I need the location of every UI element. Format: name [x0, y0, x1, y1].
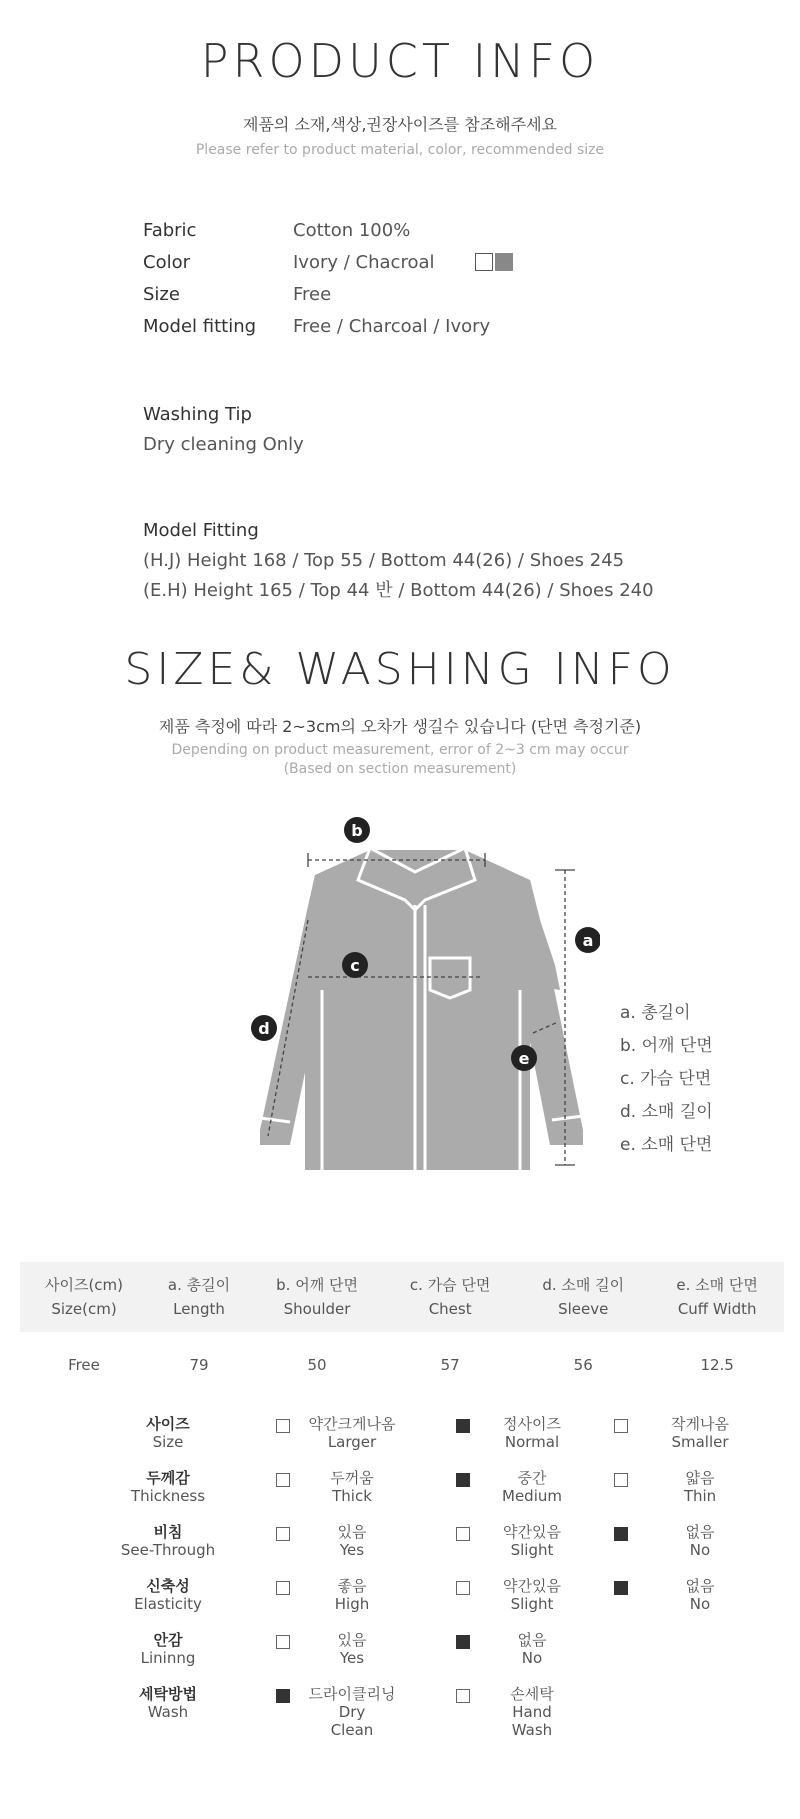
- fit-option-ko: 중간: [517, 1469, 547, 1487]
- shirt-diagram: [240, 810, 600, 1170]
- fit-label-ko: 비침: [153, 1523, 183, 1541]
- fit-label-ko: 사이즈: [146, 1415, 190, 1433]
- fit-option: [467, 1523, 597, 1559]
- marker-d: [251, 1015, 277, 1041]
- marker-a: [575, 927, 600, 953]
- fit-option-en: Hand Wash: [511, 1703, 553, 1739]
- fit-option-en: Thick: [332, 1487, 372, 1505]
- fit-option: [287, 1631, 417, 1667]
- fit-row-label: [118, 1685, 218, 1721]
- marker-e: [511, 1045, 537, 1071]
- fit-option-en: Thin: [683, 1487, 717, 1505]
- fit-check-grid: [0, 1415, 800, 1739]
- washing-tip-value: Dry cleaning Only: [143, 434, 304, 455]
- fit-option: [467, 1631, 597, 1667]
- header-size: 사이즈(cm) Size(cm): [20, 1262, 148, 1332]
- table-row: [20, 1332, 784, 1398]
- fit-row: [0, 1523, 800, 1577]
- fit-option-en: Slight: [510, 1595, 554, 1613]
- ivory-swatch: [475, 253, 493, 271]
- fit-row-label: [118, 1577, 218, 1613]
- fit-option-en: Larger: [327, 1433, 377, 1451]
- fit-option: [635, 1469, 765, 1505]
- legend-item-d: d. 소매 길이: [620, 1102, 713, 1122]
- fit-option: [287, 1685, 417, 1739]
- fit-option-ko: 약간있음: [503, 1577, 561, 1595]
- fit-option-en: Yes: [339, 1541, 365, 1559]
- legend-item-a: a. 총길이: [620, 1003, 691, 1023]
- product-info-title: PRODUCT INFO: [200, 34, 600, 88]
- cell-shoulder: 50: [307, 1356, 327, 1374]
- fit-option-ko: 손세탁: [510, 1685, 554, 1703]
- product-info-subtitle-en: Please refer to product material, color, recommended size: [195, 142, 605, 158]
- model-fitting-row: [143, 311, 513, 343]
- model-fitting-label: Model fitting: [143, 316, 257, 337]
- fit-option-en: No: [689, 1595, 711, 1613]
- fit-option-ko: 좋음: [337, 1577, 367, 1595]
- fit-label-en: Wash: [147, 1703, 189, 1721]
- size-washing-title: SIZE& WASHING INFO: [124, 644, 676, 695]
- fit-row-label: [118, 1415, 218, 1451]
- charcoal-swatch: [495, 253, 513, 271]
- size-subtitle-ko: 제품 측정에 따라 2~3cm의 오차가 생길수 있습니다 (단면 측정기준): [158, 717, 642, 736]
- fit-option-en: Smaller: [671, 1433, 729, 1451]
- cell-size: Free: [68, 1356, 100, 1374]
- fit-option-ko: 얇음: [685, 1469, 715, 1487]
- fit-row: [0, 1577, 800, 1631]
- fit-option-en: Normal: [504, 1433, 560, 1451]
- marker-b-label: b: [351, 821, 363, 840]
- fit-option: [287, 1577, 417, 1613]
- fabric-label: Fabric: [143, 220, 197, 241]
- model-fitting-value: Free / Charcoal / Ivory: [293, 316, 491, 337]
- fit-label-ko: 안감: [153, 1631, 183, 1649]
- fit-option-ko: 없음: [685, 1577, 715, 1595]
- size-row: [143, 279, 513, 311]
- fit-option-ko: 있음: [337, 1523, 367, 1541]
- fit-option-ko: 드라이클리닝: [308, 1685, 396, 1703]
- fabric-row: [143, 215, 513, 247]
- cell-cuff-width: 12.5: [700, 1356, 734, 1374]
- fit-label-en: See-Through: [120, 1541, 216, 1559]
- product-info-subtitle-ko: 제품의 소재,색상,권장사이즈를 참조해주세요: [242, 115, 557, 134]
- cell-length: 79: [189, 1356, 209, 1374]
- fit-row: [0, 1469, 800, 1523]
- color-value: Ivory / Chacroal: [293, 252, 435, 273]
- fit-label-ko: 신축성: [146, 1577, 190, 1595]
- fit-option-ko: 있음: [337, 1631, 367, 1649]
- fit-option: [467, 1469, 597, 1505]
- size-table: [20, 1262, 784, 1398]
- fit-option: [287, 1523, 417, 1559]
- fit-option-ko: 작게나옴: [671, 1415, 729, 1433]
- size-label: Size: [143, 284, 180, 305]
- fit-row: [0, 1631, 800, 1685]
- fit-option-ko: 없음: [517, 1631, 547, 1649]
- cell-sleeve: 56: [573, 1356, 593, 1374]
- diagram-legend: [620, 997, 713, 1162]
- fit-option: [635, 1523, 765, 1559]
- fit-option-ko: 없음: [685, 1523, 715, 1541]
- fit-option-ko: 약간있음: [503, 1523, 561, 1541]
- fit-option-ko: 두꺼움: [330, 1469, 374, 1487]
- size-subtitle-en-2: (Based on section measurement): [283, 761, 517, 777]
- fabric-value: Cotton 100%: [293, 220, 411, 241]
- fit-row-label: [118, 1523, 218, 1559]
- checkbox-checked: [614, 1581, 628, 1595]
- size-table-header: [20, 1262, 784, 1332]
- checkbox-unchecked: [614, 1419, 628, 1433]
- product-info-list: [143, 215, 513, 343]
- checkbox-unchecked: [614, 1473, 628, 1487]
- fit-option-ko: 약간크게나옴: [308, 1415, 396, 1433]
- model-fitting-line-1: (H.J) Height 168 / Top 55 / Bottom 44(26) / Shoes 245: [143, 550, 625, 571]
- washing-tip-title: Washing Tip: [143, 404, 252, 425]
- model-fitting-line-2: (E.H) Height 165 / Top 44 반 / Bottom 44(26) / Shoes 240: [143, 580, 654, 601]
- fit-row-label: [118, 1631, 218, 1667]
- fit-option: [287, 1469, 417, 1505]
- fit-row: [0, 1685, 800, 1739]
- legend-item-e: e. 소매 단면: [620, 1135, 713, 1155]
- marker-a-label: a: [582, 931, 594, 950]
- marker-c: [342, 952, 368, 978]
- fit-option: [467, 1415, 597, 1451]
- header-length: a. 총길이 Length: [148, 1262, 250, 1332]
- fit-label-en: Elasticity: [134, 1595, 202, 1613]
- fit-option-en: No: [521, 1649, 543, 1667]
- legend-item-b: b. 어깨 단면: [620, 1036, 713, 1056]
- color-row: [143, 247, 513, 279]
- fit-option-ko: 정사이즈: [503, 1415, 561, 1433]
- fit-option: [287, 1415, 417, 1451]
- marker-e-label: e: [518, 1049, 530, 1068]
- color-label: Color: [143, 252, 190, 273]
- header-shoulder: b. 어깨 단면 Shoulder: [250, 1262, 384, 1332]
- model-fitting-title: Model Fitting: [143, 520, 259, 541]
- fit-label-en: Thickness: [130, 1487, 206, 1505]
- header-sleeve: d. 소매 길이 Sleeve: [516, 1262, 650, 1332]
- shirt-icon: [260, 848, 583, 1170]
- fit-label-ko: 두께감: [146, 1469, 190, 1487]
- fit-label-en: Size: [152, 1433, 184, 1451]
- fit-option: [467, 1577, 597, 1613]
- fit-option-en: Dry Clean: [330, 1703, 374, 1739]
- fit-option-en: Slight: [510, 1541, 554, 1559]
- fit-option: [635, 1577, 765, 1613]
- header-cuff-width: e. 소매 단면 Cuff Width: [650, 1262, 784, 1332]
- fit-option-en: High: [334, 1595, 370, 1613]
- size-value: Free: [293, 284, 332, 305]
- washing-tip-section: [143, 400, 304, 460]
- fit-label-ko: 세탁방법: [139, 1685, 197, 1703]
- fit-option-en: Medium: [502, 1487, 562, 1505]
- marker-c-label: c: [350, 956, 360, 975]
- legend-item-c: c. 가슴 단면: [620, 1069, 712, 1089]
- fit-row-label: [118, 1469, 218, 1505]
- checkbox-checked: [614, 1527, 628, 1541]
- fit-option: [635, 1415, 765, 1451]
- model-fitting-section: [143, 516, 654, 606]
- marker-d-label: d: [258, 1019, 270, 1038]
- fit-option-en: No: [689, 1541, 711, 1559]
- marker-b: [344, 817, 370, 843]
- fit-option-en: Yes: [339, 1649, 365, 1667]
- header-chest: c. 가슴 단면 Chest: [384, 1262, 516, 1332]
- cell-chest: 57: [440, 1356, 460, 1374]
- size-subtitle-en-1: Depending on product measurement, error of 2~3 cm may occur: [171, 742, 629, 758]
- fit-label-en: Lininng: [140, 1649, 196, 1667]
- fit-option: [467, 1685, 597, 1739]
- fit-row: [0, 1415, 800, 1469]
